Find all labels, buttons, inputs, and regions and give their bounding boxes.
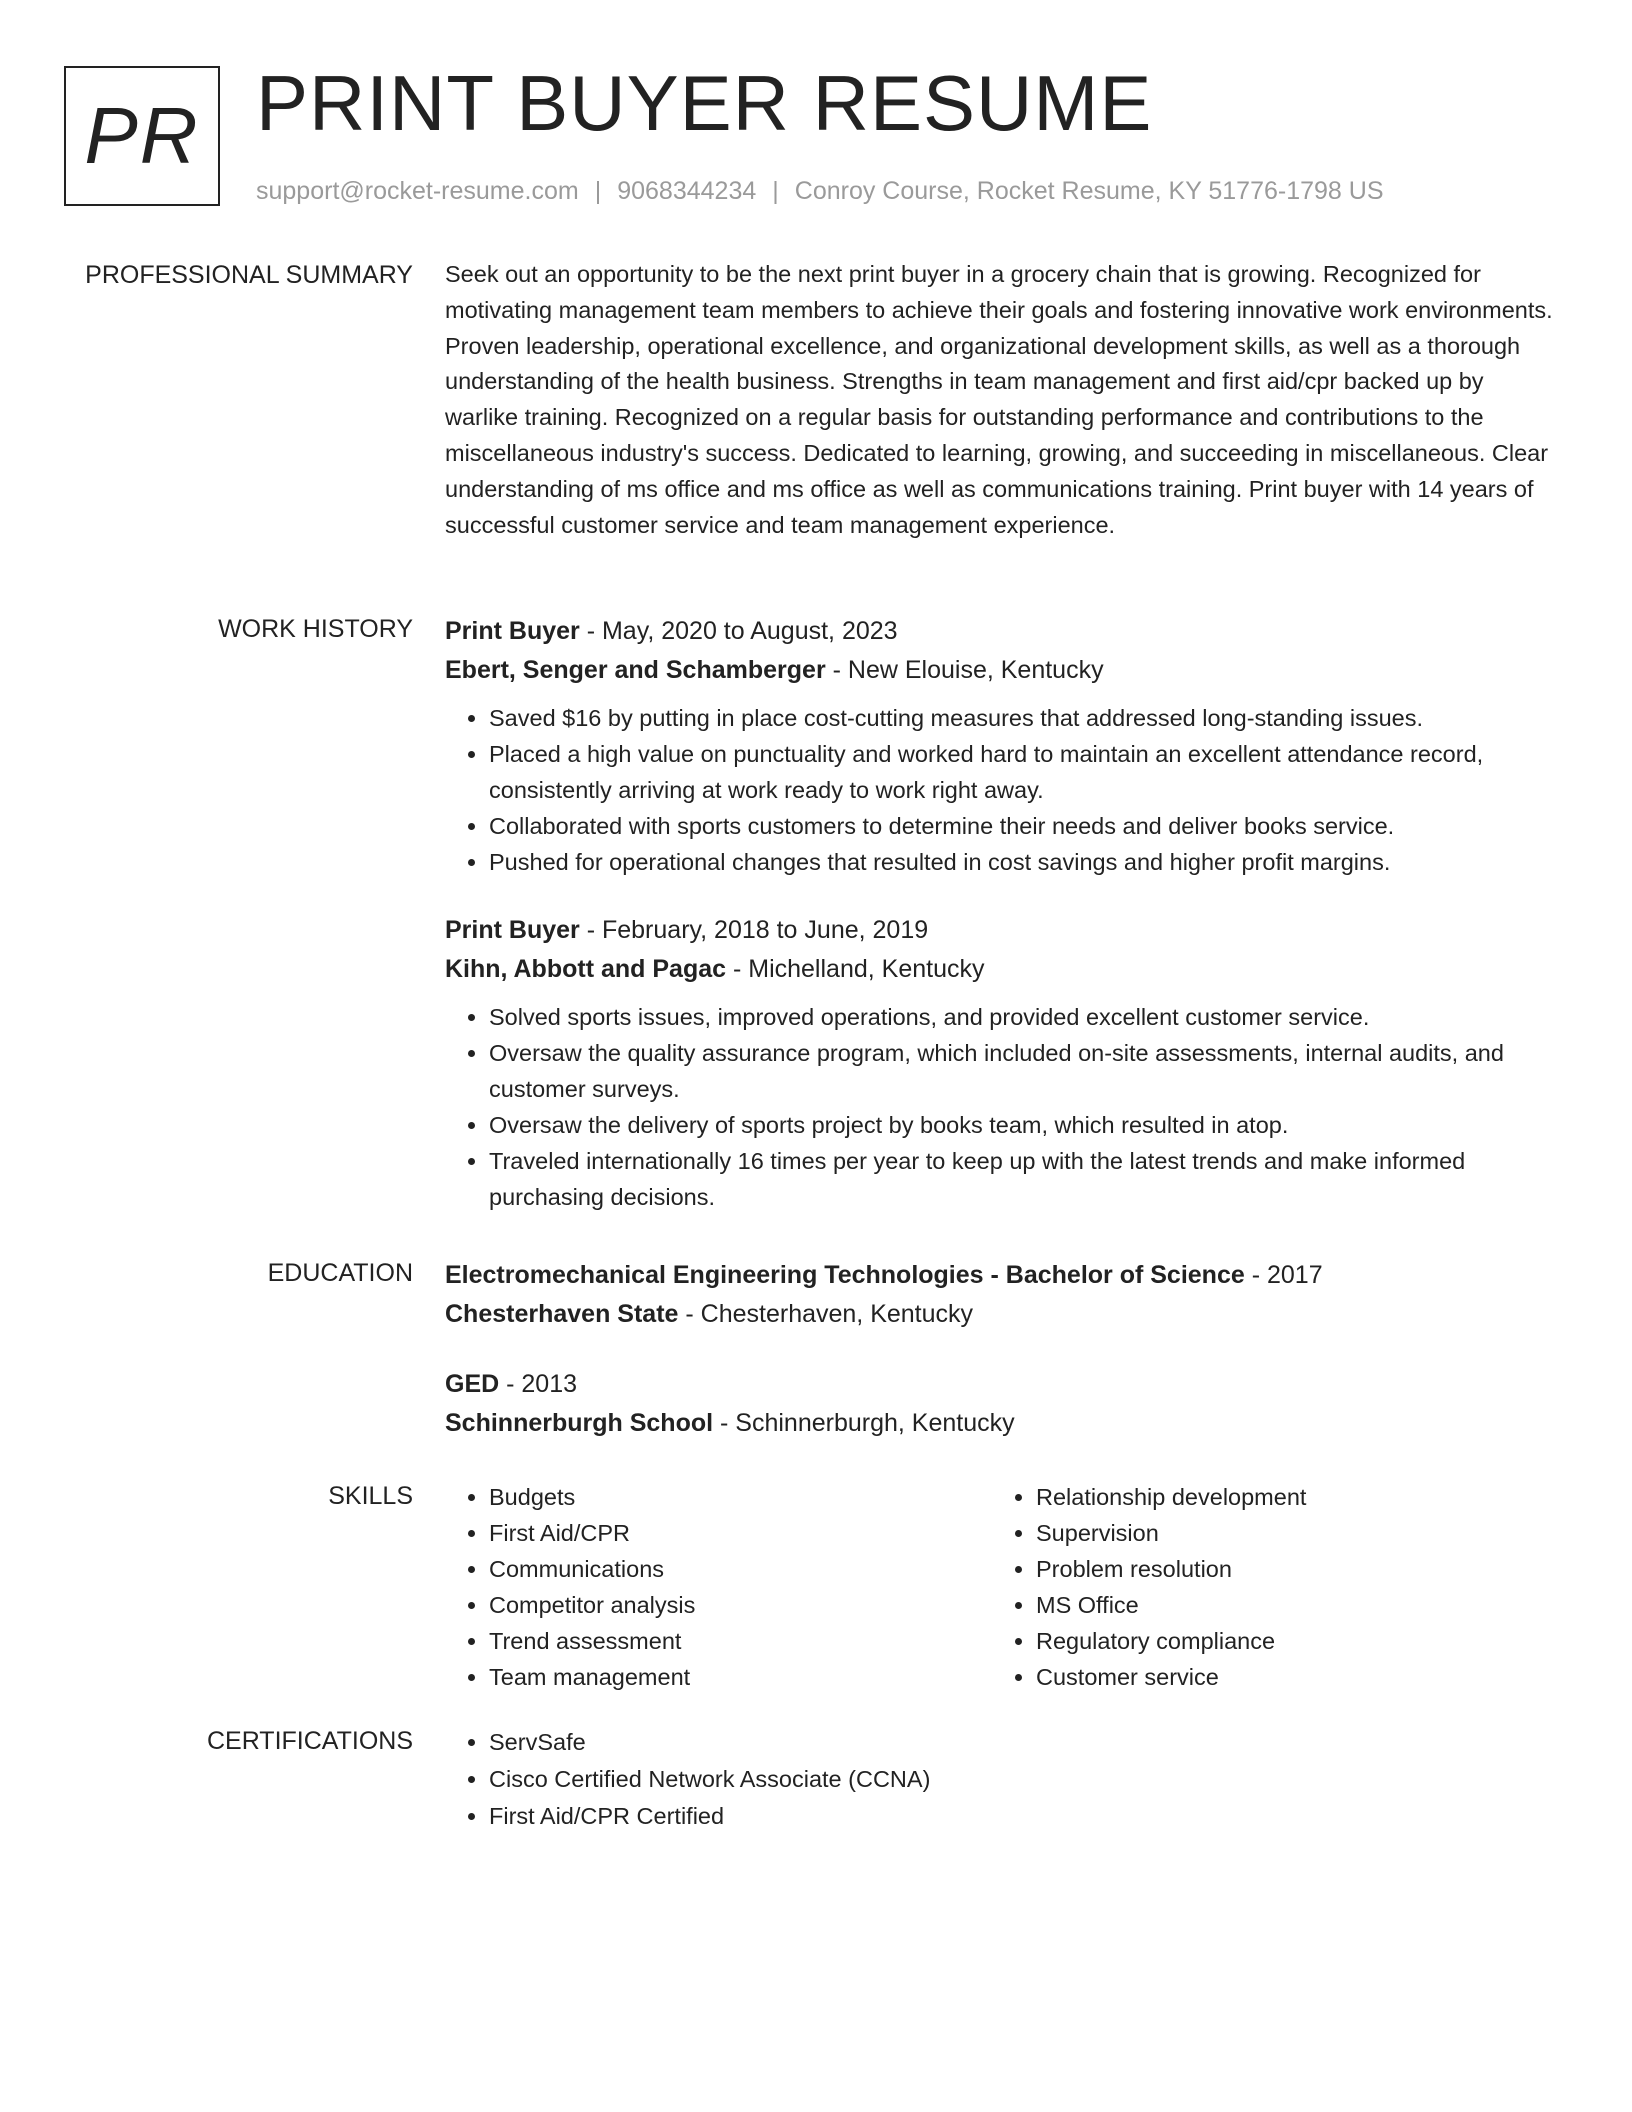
skill-item: • Problem resolution <box>1036 1551 1539 1587</box>
education-year: - 2013 <box>499 1370 578 1398</box>
skill-item: • Communications <box>489 1551 992 1587</box>
monogram-badge: PR <box>64 66 220 206</box>
section-heading: WORK HISTORY <box>218 615 413 643</box>
contact-separator: | <box>772 177 779 205</box>
education-school: Schinnerburgh School <box>445 1409 714 1437</box>
contact-line <box>256 174 1384 208</box>
job-dates: - February, 2018 to June, 2019 <box>579 916 929 944</box>
job-bullet: • Collaborated with sports customers to determine their needs and deliver books service. <box>489 808 1555 844</box>
education-school-line <box>445 1404 1555 1443</box>
skill-item: • Budgets <box>489 1479 992 1515</box>
job-bullet: • Traveled internationally 16 times per year to keep up with the latest trends and make informed purchasing decisions. <box>489 1143 1555 1215</box>
job-bullet: • Solved sports issues, improved operations, and provided excellent customer service. <box>489 999 1555 1035</box>
job-company: Kihn, Abbott and Pagac <box>445 955 727 983</box>
job-bullets <box>445 999 1555 1215</box>
education-body <box>445 1256 1555 1443</box>
job-bullet: • Saved $16 by putting in place cost-cutting measures that addressed long-standing issues. <box>489 700 1555 736</box>
education-school-line <box>445 1295 1555 1334</box>
job-entry <box>445 911 1555 1215</box>
contact-phone[interactable]: 9068344234 <box>617 177 757 205</box>
education-degree: GED <box>445 1370 500 1398</box>
section-heading: SKILLS <box>328 1482 413 1510</box>
education-entry <box>445 1256 1555 1334</box>
summary-text: Seek out an opportunity to be the next print buyer in a grocery chain that is growing. Recognized for motivating management team members to achieve their goals and fostering innovative work environments. Proven leadership, operational excellence, and organizational development skills, as well as a thorough understanding of the health business. Strengths in team management and first aid/cpr backed up by warlike training. Recognized on a regular basis for outstanding performance and contributions to the miscellaneous industry's success. Dedicated to learning, growing, and succeeding in miscellaneous. Clear understanding of ms office and ms office as well as communications training. Print buyer with 14 years of successful customer service and team management experience. <box>445 261 1553 538</box>
skills-body <box>445 1479 1555 1695</box>
job-title-line <box>445 612 1555 651</box>
contact-separator: | <box>594 177 602 205</box>
job-company-line <box>445 651 1555 690</box>
job-entry <box>445 612 1555 880</box>
job-company-line <box>445 950 1555 989</box>
education-degree-line <box>445 1256 1555 1295</box>
education-degree: Electromechanical Engineering Technologies - Bachelor of Science <box>445 1261 1245 1289</box>
skill-item: • Team management <box>489 1659 992 1695</box>
job-company: Ebert, Senger and Schamberger <box>445 656 826 684</box>
skill-item: • First Aid/CPR <box>489 1515 992 1551</box>
work-history-body <box>445 612 1555 1215</box>
certifications-list <box>445 1724 1555 1835</box>
education-year: - 2017 <box>1244 1261 1323 1289</box>
job-location: - New Elouise, Kentucky <box>825 656 1104 684</box>
skills-list-right <box>992 1479 1539 1695</box>
job-bullet: • Pushed for operational changes that resulted in cost savings and higher profit margins. <box>489 844 1555 880</box>
skill-item: • MS Office <box>1036 1587 1539 1623</box>
education-location: - Schinnerburgh, Kentucky <box>713 1409 1015 1437</box>
skills-list-left <box>445 1479 992 1695</box>
certification-item: • Cisco Certified Network Associate (CCNA) <box>489 1761 1555 1798</box>
job-bullet: • Oversaw the delivery of sports project by books team, which resulted in atop. <box>489 1107 1555 1143</box>
education-degree-line <box>445 1365 1555 1404</box>
skill-item: • Supervision <box>1036 1515 1539 1551</box>
skill-item: • Relationship development <box>1036 1479 1539 1515</box>
contact-address: Conroy Course, Rocket Resume, KY 51776-1798 US <box>794 177 1384 205</box>
contact-email[interactable]: support@rocket-resume.com <box>256 177 579 205</box>
section-heading: EDUCATION <box>267 1259 413 1287</box>
section-heading: PROFESSIONAL SUMMARY <box>85 261 413 289</box>
job-dates: - May, 2020 to August, 2023 <box>579 617 898 645</box>
job-location: - Michelland, Kentucky <box>726 955 985 983</box>
resume-title: PRINT BUYER RESUME <box>256 59 1153 147</box>
education-location: - Chesterhaven, Kentucky <box>678 1300 974 1328</box>
skill-item: • Regulatory compliance <box>1036 1623 1539 1659</box>
certifications-body <box>445 1724 1555 1835</box>
certification-item: • ServSafe <box>489 1724 1555 1761</box>
job-bullet: • Placed a high value on punctuality and worked hard to maintain an excellent attendance record, consistently arriving at work ready to work right away. <box>489 736 1555 808</box>
job-title: Print Buyer <box>445 916 580 944</box>
summary-body <box>445 258 1555 543</box>
job-bullets <box>445 700 1555 880</box>
skill-item: • Competitor analysis <box>489 1587 992 1623</box>
education-entry <box>445 1365 1555 1443</box>
education-school: Chesterhaven State <box>445 1300 679 1328</box>
skill-item: • Trend assessment <box>489 1623 992 1659</box>
skill-item: • Customer service <box>1036 1659 1539 1695</box>
section-heading: CERTIFICATIONS <box>206 1727 413 1755</box>
job-bullet: • Oversaw the quality assurance program, which included on-site assessments, internal audits, and customer surveys. <box>489 1035 1555 1107</box>
job-title: Print Buyer <box>445 617 580 645</box>
certification-item: • First Aid/CPR Certified <box>489 1798 1555 1835</box>
job-title-line <box>445 911 1555 950</box>
